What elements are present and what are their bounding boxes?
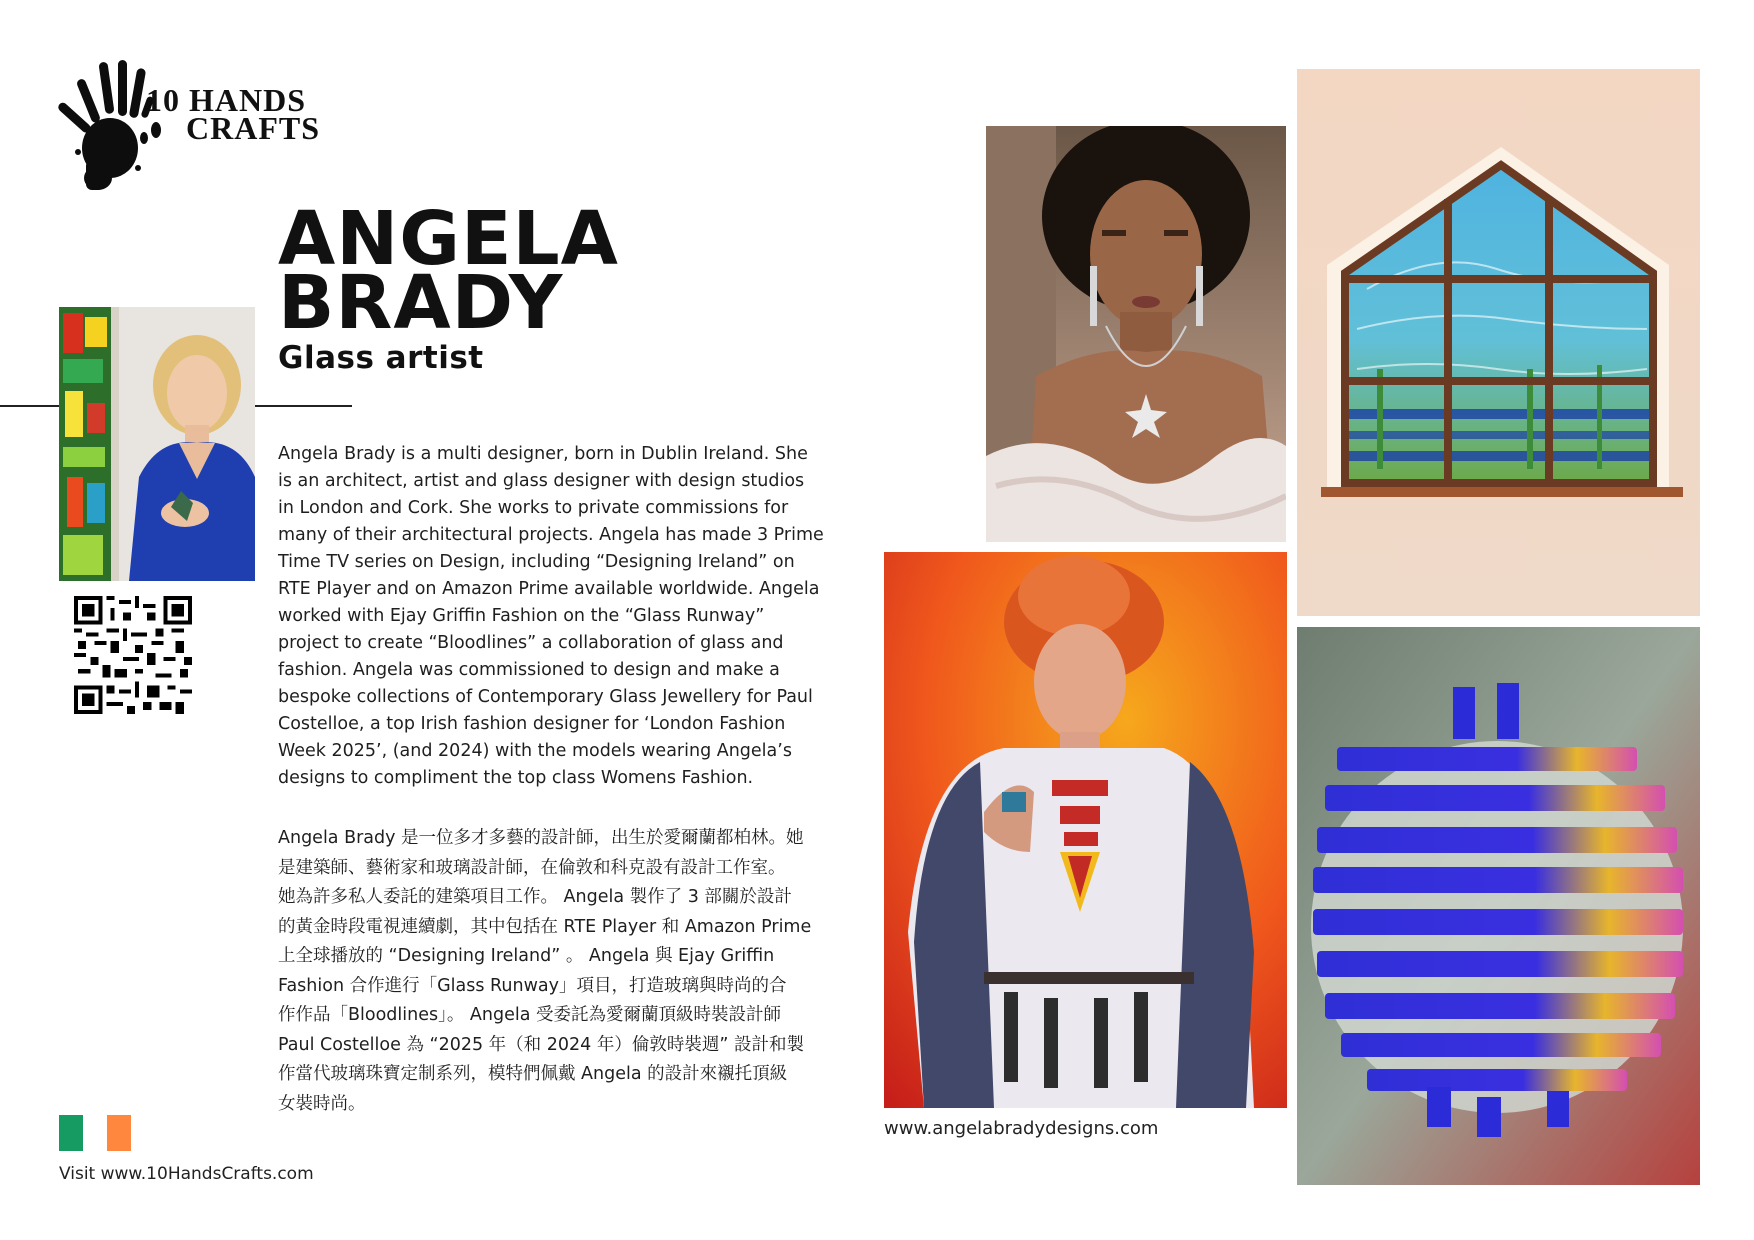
bio-line: 作作品「Bloodlines」。 Angela 受委託為愛爾蘭頂級時裝設計師 <box>278 1005 781 1025</box>
brand-logo <box>58 56 338 196</box>
bio-line: Week 2025’, (and 2024) with the models wearing Angela’s <box>278 741 792 761</box>
logo-text-line1: 10 HANDS <box>146 82 307 118</box>
artist-name-line2: BRADY <box>278 260 564 346</box>
bio-line: is an architect, artist and glass designer with design studios <box>278 471 805 491</box>
bio-line: RTE Player and on Amazon Prime available worldwide. Angela <box>278 579 820 599</box>
bio-line: project to create “Bloodlines” a collaboration of glass and <box>278 633 784 653</box>
footer-visit-link[interactable]: Visit www.10HandsCrafts.com <box>59 1164 314 1184</box>
bio-english <box>278 441 824 792</box>
model-glass-jewellery-photo <box>884 552 1287 1108</box>
bio-line: Paul Costelloe 為 “2025 年（和 2024 年）倫敦時裝週” 設計和製 <box>278 1034 804 1055</box>
bio-line: bespoke collections of Contemporary Glass Jewellery for Paul <box>278 687 813 707</box>
model-necklace-photo <box>986 126 1286 542</box>
bio-line: 她為許多私人委託的建築項目工作。 Angela 製作了 3 部關於設計 <box>278 887 792 907</box>
bio-line: fashion. Angela was commissioned to design and make a <box>278 660 780 680</box>
bio-line: Time TV series on Design, including “Designing Ireland” on <box>278 552 795 572</box>
artist-role: Glass artist <box>278 340 484 376</box>
flag-green-stripe <box>59 1115 83 1151</box>
artist-website-link[interactable]: www.angelabradydesigns.com <box>884 1118 1159 1139</box>
bio-line: Angela Brady 是一位多才多藝的設計師，出生於愛爾蘭都柏林。她 <box>278 828 804 848</box>
artist-portrait-image <box>59 307 255 581</box>
bio-line: many of their architectural projects. Angela has made 3 Prime <box>278 525 824 545</box>
bio-line: 作當代玻璃珠寶定制系列，模特們佩戴 Angela 的設計來襯托頂級 <box>278 1064 788 1084</box>
flag-white-stripe <box>83 1115 107 1151</box>
bio-line: Fashion 合作進行「Glass Runway」項目，打造玻璃與時尚的合 <box>278 975 787 996</box>
irish-flag-icon <box>59 1115 131 1151</box>
bio-line: worked with Ejay Griffin Fashion on the “Glass Runway” <box>278 606 765 626</box>
bio-line: Angela Brady is a multi designer, born in Dublin Ireland. She <box>278 444 808 464</box>
bio-line: Costelloe, a top Irish fashion designer for ‘London Fashion <box>278 714 786 734</box>
bio-line: 是建築師、藝術家和玻璃設計師，在倫敦和科克設有設計工作室。 <box>278 857 786 878</box>
bio-chinese <box>278 824 811 1119</box>
fused-glass-disc-photo <box>1297 627 1700 1185</box>
logo-text-line2: CRAFTS <box>186 110 321 146</box>
flag-orange-stripe <box>107 1115 131 1151</box>
handprint-icon <box>58 56 170 192</box>
bio-line: in London and Cork. She works to private commissions for <box>278 498 789 518</box>
bio-line: 上全球播放的 “Designing Ireland” 。 Angela 與 Ejay Griffin <box>278 946 775 966</box>
artist-name-line1: ANGELA <box>278 196 619 282</box>
bio-line: 女裝時尚。 <box>278 1093 366 1114</box>
bio-line: 的黃金時段電視連續劇，其中包括在 RTE Player 和 Amazon Prime <box>278 916 812 937</box>
stained-glass-window-photo <box>1297 69 1700 616</box>
qr-code[interactable] <box>74 596 192 714</box>
bio-line: designs to compliment the top class Womens Fashion. <box>278 768 754 788</box>
